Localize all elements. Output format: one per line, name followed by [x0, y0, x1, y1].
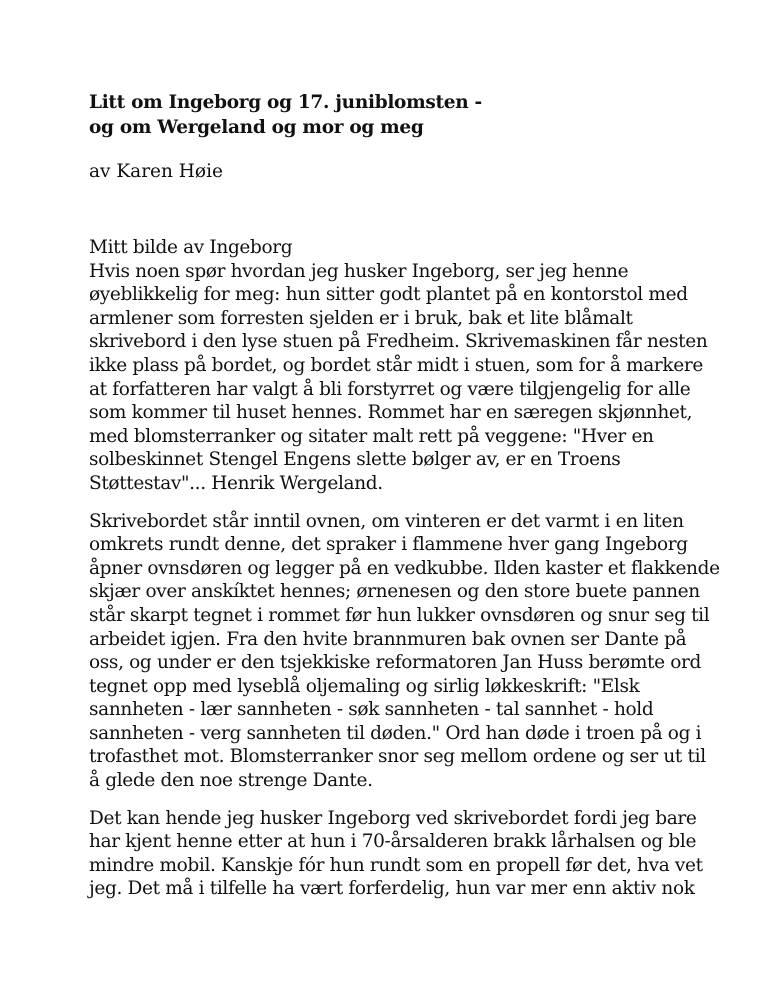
text-line: solbeskinnet Stengel Engens slette bølger av, er en Troens: [89, 449, 621, 471]
text-line: sannheten - lær sannheten - søk sannheten - tal sannhet - hold: [89, 699, 654, 721]
text-line: jeg. Det må i tilfelle ha vært forferdelig, hun var mer enn aktiv nok: [89, 878, 695, 900]
title-line: og om Wergeland og mor og meg: [89, 117, 424, 138]
text-line: at forfatteren har valgt å bli forstyrret og være tilgjengelig for alle: [89, 378, 691, 400]
document-page: [89, 90, 720, 901]
text-line: ikke plass på bordet, og bordet står midt i stuen, som for å markere: [89, 354, 703, 376]
text-line: Det kan hende jeg husker Ingeborg ved skrivebordet fordi jeg bare: [89, 807, 697, 829]
text-line: sannheten - verg sannheten til døden." Ord han døde i troen på og i: [89, 722, 702, 744]
text-line: trofasthet mot. Blomsterranker snor seg mellom ordene og ser ut til: [89, 746, 706, 768]
text-line: som kommer til huset hennes. Rommet har en særegen skjønnhet,: [89, 402, 693, 424]
text-line: oss, og under er den tsjekkiske reformatoren Jan Huss berømte ord: [89, 652, 701, 674]
text-line: tegnet opp med lyseblå oljemaling og sirlig løkkeskrift: "Elsk: [89, 675, 640, 697]
text-line: arbeidet igjen. Fra den hvite brannmuren bak ovnen ser Dante på: [89, 628, 687, 650]
paragraph-2: [89, 510, 720, 793]
text-line: står skarpt tegnet i rommet før hun lukker ovnsdøren og snur seg til: [89, 604, 710, 626]
text-line: skrivebord i den lyse stuen på Fredheim. Skrivemaskinen får nesten: [89, 331, 708, 353]
section-heading: Mitt bilde av Ingeborg: [89, 237, 293, 258]
section-body: [89, 236, 720, 901]
text-line: med blomsterranker og sitater malt rett på veggene: "Hver en: [89, 425, 654, 447]
text-line: Skrivebordet står inntil ovnen, om vinteren er det varmt i en liten: [89, 510, 684, 532]
text-line: mindre mobil. Kanskje fór hun rundt som en propell før det, hva vet: [89, 854, 703, 876]
author-byline: av Karen Høie: [89, 161, 223, 182]
text-line: øyeblikkelig for meg: hun sitter godt plantet på en kontorstol med: [89, 284, 688, 306]
text-line: skjær over anskíktet hennes; ørnenesen og den store buete pannen: [89, 581, 700, 603]
text-line: å glede den noe strenge Dante.: [89, 770, 373, 792]
paragraph-1: [89, 236, 708, 496]
text-line: armlener som forresten sjelden er i bruk, bak et lite blåmalt: [89, 307, 633, 329]
document-title: [89, 90, 679, 140]
paragraph-3: [89, 807, 703, 901]
text-line: Hvis noen spør hvordan jeg husker Ingeborg, ser jeg henne: [89, 260, 629, 282]
text-line: omkrets rundt denne, det spraker i flammene hver gang Ingeborg: [89, 534, 688, 556]
text-line: åpner ovnsdøren og legger på en vedkubbe. Ilden kaster et flakkende: [89, 557, 720, 579]
title-line: Litt om Ingeborg og 17. juniblomsten -: [89, 92, 482, 113]
text-line: har kjent henne etter at hun i 70-årsalderen brakk lårhalsen og ble: [89, 831, 697, 853]
text-line: Støttestav"... Henrik Wergeland.: [89, 472, 383, 494]
